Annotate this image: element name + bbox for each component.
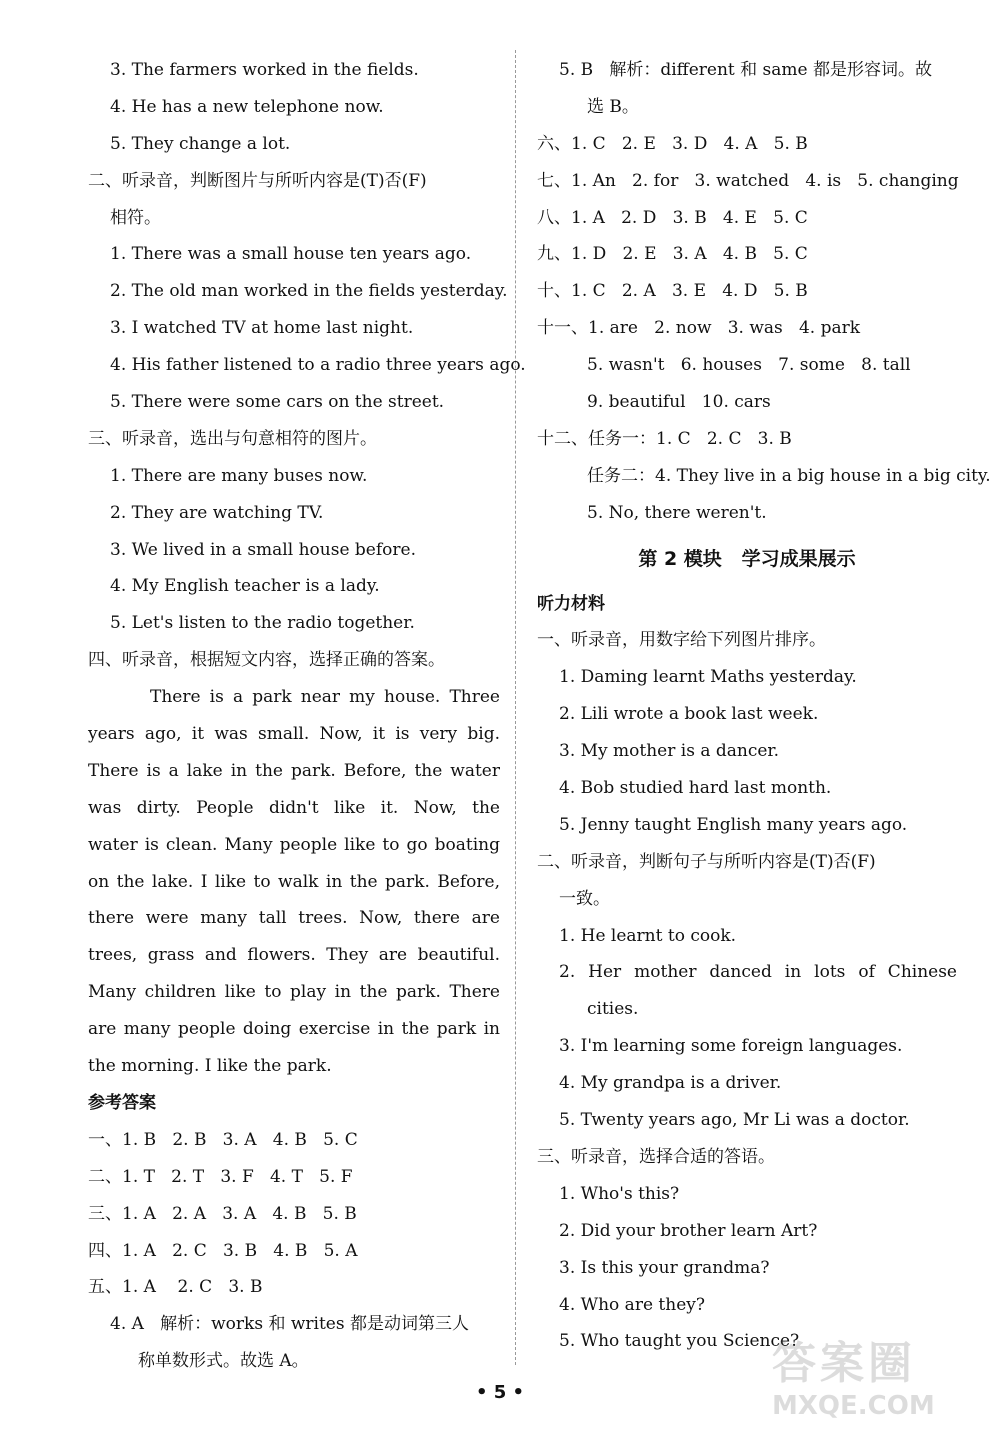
list-item: 5. There were some cars on the street. — [110, 392, 445, 413]
section-heading: 二、听录音，判断图片与所听内容是(T)否(F) — [88, 170, 427, 191]
text-line: 4. He has a new telephone now. — [110, 96, 384, 117]
list-item: 4. My grandpa is a driver. — [559, 1073, 782, 1094]
list-item: 2. Lili wrote a book last week. — [559, 704, 819, 725]
passage-line: are many people doing exercise in the park in — [88, 1019, 500, 1040]
answer-row: 五、1. A 2. C 3. B — [88, 1277, 263, 1298]
list-item: 4. My English teacher is a lady. — [110, 576, 380, 597]
module-title: 第 2 模块 学习成果展示 — [638, 547, 856, 570]
list-item: 2. They are watching TV. — [110, 502, 324, 523]
list-item: 1. There was a small house ten years ago. — [110, 244, 472, 265]
section-heading: 三、听录音，选择合适的答语。 — [537, 1146, 775, 1167]
answer-explanation: 选 B。 — [587, 96, 639, 117]
passage-line: was dirty. People didn't like it. Now, the — [88, 797, 500, 818]
list-item: 5. Who taught you Science? — [559, 1331, 800, 1352]
passage-line: There is a park near my house. Three — [150, 687, 500, 708]
section-heading: 相符。 — [110, 207, 161, 228]
list-item: 5. Jenny taught English many years ago. — [559, 814, 908, 835]
answer-explanation: 4. A 解析：works 和 writes 都是动词第三人 — [110, 1314, 469, 1335]
section-heading: 一致。 — [559, 888, 610, 909]
watermark-text: 答案圈 — [772, 1338, 916, 1389]
answer-row: 二、1. T 2. T 3. F 4. T 5. F — [88, 1166, 353, 1187]
materials-heading: 听力材料 — [537, 593, 605, 614]
list-item: 1. Daming learnt Maths yesterday. — [559, 667, 857, 688]
watermark-url: MXQE.COM — [772, 1391, 935, 1421]
text-line: 3. The farmers worked in the fields. — [110, 60, 419, 80]
section-heading: 一、听录音，用数字给下列图片排序。 — [537, 630, 826, 651]
answer-row: 三、1. A 2. A 3. A 4. B 5. B — [88, 1203, 357, 1224]
list-item: 2. Her mother danced in lots of Chinese — [559, 962, 957, 983]
answer-row: 十二、任务一：1. C 2. C 3. B — [537, 428, 792, 449]
answer-row: 八、1. A 2. D 3. B 4. E 5. C — [537, 207, 808, 228]
answer-row: 任务二：4. They live in a big house in a big city. — [587, 465, 991, 486]
answer-row: 9. beautiful 10. cars — [587, 392, 771, 413]
list-item: 5. Let's listen to the radio together. — [110, 613, 415, 634]
answer-row: 5. No, there weren't. — [587, 502, 767, 523]
passage-line: there were many tall trees. Now, there are — [88, 908, 500, 929]
answers-heading: 参考答案 — [88, 1092, 156, 1113]
section-heading: 四、听录音，根据短文内容，选择正确的答案。 — [88, 650, 445, 671]
list-item: 2. The old man worked in the fields yesterday. — [110, 281, 508, 302]
answer-row: 六、1. C 2. E 3. D 4. A 5. B — [537, 133, 808, 154]
answer-row: 十、1. C 2. A 3. E 4. D 5. B — [537, 281, 808, 302]
list-item: 1. He learnt to cook. — [559, 925, 737, 946]
list-item: 4. Bob studied hard last month. — [559, 778, 832, 799]
list-item: 5. Twenty years ago, Mr Li was a doctor. — [559, 1110, 910, 1131]
answer-row: 四、1. A 2. C 3. B 4. B 5. A — [88, 1240, 358, 1261]
answer-explanation: 5. B 解析：different 和 same 都是形容词。故 — [559, 60, 933, 80]
list-item: 3. My mother is a dancer. — [559, 741, 780, 762]
list-item: 2. Did your brother learn Art? — [559, 1220, 818, 1241]
answer-row: 5. wasn't 6. houses 7. some 8. tall — [587, 355, 911, 376]
passage-line: trees, grass and flowers. They are beautiful. — [88, 945, 500, 966]
watermark-logo — [772, 1327, 972, 1421]
passage-line: Many children like to play in the park. There — [88, 982, 500, 1003]
answer-row: 十一、1. are 2. now 3. was 4. park — [537, 318, 861, 339]
passage-line: water is clean. Many people like to go boating — [88, 834, 500, 855]
answer-explanation: 称单数形式。故选 A。 — [138, 1351, 309, 1372]
passage-line: years ago, it was small. Now, it is very big. — [88, 724, 500, 745]
list-item: 4. His father listened to a radio three years ago. — [110, 355, 526, 376]
passage-line: the morning. I like the park. — [88, 1056, 332, 1077]
list-item: 3. Is this your grandma? — [559, 1257, 770, 1278]
answer-row: 七、1. An 2. for 3. watched 4. is 5. changing — [537, 170, 959, 191]
page-number: • 5 • — [475, 1382, 525, 1403]
column-divider — [515, 50, 516, 1365]
section-heading: 二、听录音，判断句子与所听内容是(T)否(F) — [537, 851, 876, 872]
answer-row: 九、1. D 2. E 3. A 4. B 5. C — [537, 244, 808, 265]
section-heading: 三、听录音，选出与句意相符的图片。 — [88, 428, 377, 449]
list-item: 1. Who's this? — [559, 1183, 680, 1204]
passage-line: on the lake. I like to walk in the park. Before, — [88, 871, 500, 892]
list-item: 3. We lived in a small house before. — [110, 539, 416, 560]
list-item: 1. There are many buses now. — [110, 465, 368, 486]
list-item: 4. Who are they? — [559, 1294, 705, 1315]
left-column — [88, 52, 526, 1380]
list-item: 3. I'm learning some foreign languages. — [559, 1036, 903, 1057]
right-column — [537, 52, 991, 1360]
text-line: 5. They change a lot. — [110, 133, 291, 154]
passage-line: There is a lake in the park. Before, the water — [88, 760, 500, 781]
answer-row: 一、1. B 2. B 3. A 4. B 5. C — [88, 1129, 358, 1150]
list-item: 3. I watched TV at home last night. — [110, 318, 414, 339]
list-item: cities. — [587, 999, 639, 1020]
